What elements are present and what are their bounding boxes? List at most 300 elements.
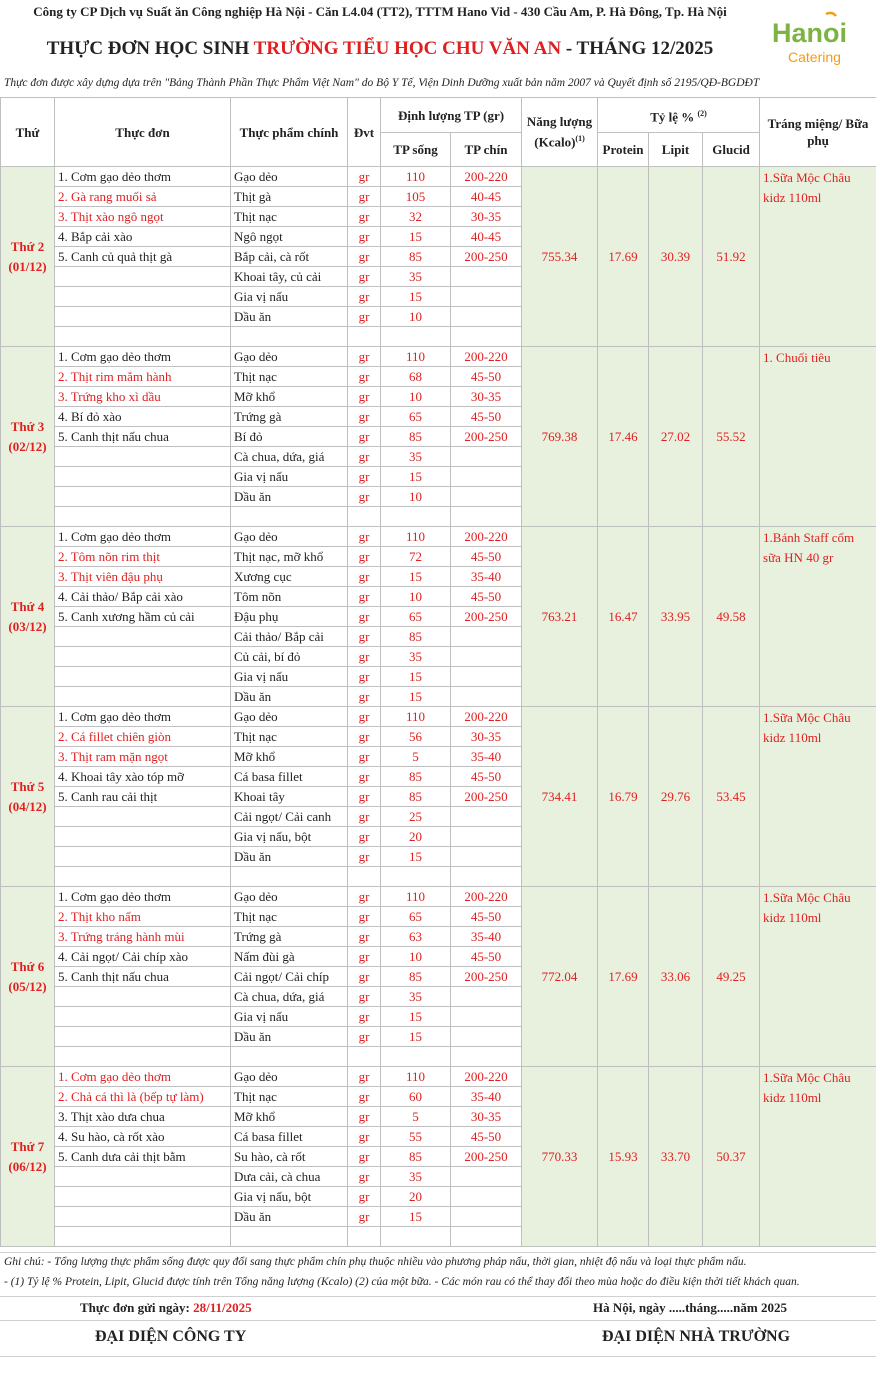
raw-qty-cell: 85 (381, 787, 451, 807)
menu-body (1, 167, 876, 1247)
source-note: Thực đơn được xây dựng dựa trên "Bảng Thành Phần Thực Phẩm Việt Nam" do Bộ Y Tế, Viện Dinh Dưỡng xuất bản năm 2007 và Quyết định số 2195/QĐ-BGDĐT (4, 77, 760, 89)
dish-cell: 3. Thịt ram mặn ngọt (55, 747, 231, 767)
raw-qty-cell: 20 (381, 827, 451, 847)
dish-cell (55, 667, 231, 687)
cooked-qty-cell (451, 447, 522, 467)
dish-cell (55, 827, 231, 847)
page-title (0, 38, 760, 60)
logo-sub-text: Catering (788, 49, 841, 65)
cooked-qty-cell: 45-50 (451, 407, 522, 427)
cooked-qty-cell (451, 287, 522, 307)
cooked-qty-cell: 200-250 (451, 607, 522, 627)
dish-cell: 4. Cải thảo/ Bắp cải xào (55, 587, 231, 607)
day-cell (1, 707, 55, 887)
cooked-qty-cell: 45-50 (451, 587, 522, 607)
dish-cell: 4. Su hào, cà rốt xào (55, 1127, 231, 1147)
cooked-qty-cell (451, 867, 522, 887)
unit-cell: gr (348, 247, 381, 267)
sent-date: 28/11/2025 (193, 1300, 252, 1315)
unit-cell: gr (348, 607, 381, 627)
cooked-qty-cell: 200-220 (451, 527, 522, 547)
cooked-qty-cell: 45-50 (451, 547, 522, 567)
ingredient-cell: Khoai tây (231, 787, 348, 807)
cooked-qty-cell (451, 1207, 522, 1227)
ingredient-cell: Gạo dẻo (231, 167, 348, 187)
unit-cell: gr (348, 1067, 381, 1087)
protein-cell: 17.46 (598, 347, 649, 527)
ingredient-cell: Cà chua, dứa, giá (231, 987, 348, 1007)
protein-cell: 16.79 (598, 707, 649, 887)
raw-qty-cell: 35 (381, 447, 451, 467)
day-date: (04/12) (8, 798, 47, 814)
energy-cell: 763.21 (522, 527, 598, 707)
dish-cell (55, 807, 231, 827)
dish-cell: 2. Tôm nõn rim thịt (55, 547, 231, 567)
protein-cell: 17.69 (598, 887, 649, 1067)
title-part1: THỰC ĐƠN HỌC SINH (46, 38, 254, 59)
cooked-qty-cell: 35-40 (451, 1087, 522, 1107)
protein-cell: 15.93 (598, 1067, 649, 1247)
ingredient-cell: Cải ngọt/ Cải canh (231, 807, 348, 827)
table-row (1, 707, 876, 727)
sent-date-line: Thực đơn gửi ngày: 28/11/2025 (80, 1300, 252, 1315)
day-date: (02/12) (8, 438, 47, 454)
cooked-qty-cell: 200-220 (451, 707, 522, 727)
lipit-cell: 27.02 (649, 347, 703, 527)
cooked-qty-cell: 35-40 (451, 747, 522, 767)
unit-cell: gr (348, 1187, 381, 1207)
raw-qty-cell: 110 (381, 347, 451, 367)
lipit-cell: 33.95 (649, 527, 703, 707)
raw-qty-cell: 55 (381, 1127, 451, 1147)
raw-qty-cell: 10 (381, 587, 451, 607)
cooked-qty-cell: 30-35 (451, 1107, 522, 1127)
dish-cell: 4. Cải ngọt/ Cải chíp xào (55, 947, 231, 967)
day-date: (03/12) (8, 618, 47, 634)
unit-cell: gr (348, 467, 381, 487)
raw-qty-cell: 10 (381, 307, 451, 327)
raw-qty-cell: 65 (381, 607, 451, 627)
raw-qty-cell: 85 (381, 247, 451, 267)
title-school: TRƯỜNG TIỂU HỌC CHU VĂN AN (253, 38, 562, 59)
raw-qty-cell: 15 (381, 687, 451, 707)
col-glucid: Glucid (703, 133, 760, 167)
company-info: Công ty CP Dịch vụ Suất ăn Công nghiệp Hà Nội - Căn L4.04 (TT2), TTTM Hano Vid - 430 Cầu Am, P. Hà Đông, Tp. Hà Nội (33, 4, 727, 19)
hanoi-catering-logo (766, 10, 870, 70)
dish-cell: 1. Cơm gạo dẻo thơm (55, 527, 231, 547)
raw-qty-cell: 65 (381, 407, 451, 427)
dish-cell (55, 1207, 231, 1227)
cooked-qty-cell: 35-40 (451, 567, 522, 587)
ingredient-cell: Cá basa fillet (231, 1127, 348, 1147)
glucid-cell: 49.25 (703, 887, 760, 1067)
ingredient-cell (231, 1047, 348, 1067)
ingredient-cell: Gạo dẻo (231, 887, 348, 907)
table-row (1, 1067, 876, 1087)
place-date: Hà Nội, ngày .....tháng.....năm 2025 (593, 1300, 787, 1315)
unit-cell: gr (348, 807, 381, 827)
cooked-qty-cell: 30-35 (451, 387, 522, 407)
dish-cell: 3. Trứng kho xì dầu (55, 387, 231, 407)
cooked-qty-cell (451, 1027, 522, 1047)
ingredient-cell: Trứng gà (231, 927, 348, 947)
ingredient-cell (231, 867, 348, 887)
unit-cell: gr (348, 727, 381, 747)
unit-cell: gr (348, 447, 381, 467)
unit-cell: gr (348, 827, 381, 847)
dish-cell (55, 1047, 231, 1067)
day-name: Thứ 2 (10, 238, 45, 254)
cooked-qty-cell: 40-45 (451, 187, 522, 207)
day-cell (1, 887, 55, 1067)
divider (0, 1356, 876, 1357)
unit-cell: gr (348, 847, 381, 867)
ingredient-cell: Dầu ăn (231, 307, 348, 327)
unit-cell: gr (348, 707, 381, 727)
table-row (1, 527, 876, 547)
raw-qty-cell: 110 (381, 707, 451, 727)
cooked-qty-cell (451, 267, 522, 287)
raw-qty-cell: 25 (381, 807, 451, 827)
unit-cell: gr (348, 267, 381, 287)
raw-qty-cell: 85 (381, 627, 451, 647)
dish-cell (55, 987, 231, 1007)
raw-qty-cell: 72 (381, 547, 451, 567)
raw-qty-cell: 15 (381, 227, 451, 247)
unit-cell: gr (348, 887, 381, 907)
raw-qty-cell: 15 (381, 1007, 451, 1027)
ingredient-cell: Gia vị nấu, bột (231, 827, 348, 847)
cooked-qty-cell: 45-50 (451, 767, 522, 787)
dish-cell: 3. Thịt xào ngô ngọt (55, 207, 231, 227)
dish-cell (55, 627, 231, 647)
dish-cell (55, 267, 231, 287)
dish-cell (55, 487, 231, 507)
dessert-cell: 1. Chuối tiêu (760, 347, 876, 527)
day-name: Thứ 7 (10, 1138, 45, 1154)
dessert-cell: 1.Sữa Mộc Châu kidz 110ml (760, 707, 876, 887)
ingredient-cell: Gia vị nấu (231, 287, 348, 307)
dish-cell: 5. Canh rau cải thịt (55, 787, 231, 807)
unit-cell: gr (348, 427, 381, 447)
unit-cell: gr (348, 1007, 381, 1027)
unit-cell: gr (348, 367, 381, 387)
dish-cell: 3. Trứng tráng hành mùi (55, 927, 231, 947)
raw-qty-cell: 32 (381, 207, 451, 227)
cooked-qty-cell (451, 1167, 522, 1187)
unit-cell: gr (348, 547, 381, 567)
ingredient-cell: Dầu ăn (231, 847, 348, 867)
unit-cell: gr (348, 1207, 381, 1227)
col-energy: Năng lượng (Kcalo)$^{(1)}$ (522, 98, 598, 167)
ingredient-cell: Gạo dẻo (231, 707, 348, 727)
dish-cell: 4. Khoai tây xào tóp mỡ (55, 767, 231, 787)
raw-qty-cell: 63 (381, 927, 451, 947)
unit-cell: gr (348, 407, 381, 427)
col-cooked: TP chín (451, 133, 522, 167)
cooked-qty-cell (451, 1227, 522, 1247)
raw-qty-cell: 68 (381, 367, 451, 387)
raw-qty-cell: 110 (381, 1067, 451, 1087)
dish-cell (55, 327, 231, 347)
dish-cell: 5. Canh thịt nấu chua (55, 967, 231, 987)
cooked-qty-cell: 200-250 (451, 427, 522, 447)
unit-cell: gr (348, 987, 381, 1007)
signature-school: ĐẠI DIỆN NHÀ TRƯỜNG (602, 1328, 791, 1345)
ingredient-cell: Bí đỏ (231, 427, 348, 447)
unit-cell: gr (348, 927, 381, 947)
raw-qty-cell: 15 (381, 667, 451, 687)
ingredient-cell: Thịt nạc (231, 1087, 348, 1107)
ingredient-cell: Tôm nõn (231, 587, 348, 607)
energy-cell: 755.34 (522, 167, 598, 347)
raw-qty-cell: 15 (381, 287, 451, 307)
ingredient-cell: Thịt nạc (231, 367, 348, 387)
unit-cell: gr (348, 587, 381, 607)
raw-qty-cell: 15 (381, 467, 451, 487)
dish-cell (55, 307, 231, 327)
col-lipit: Lipit (649, 133, 703, 167)
dish-cell (55, 507, 231, 527)
unit-cell: gr (348, 627, 381, 647)
unit-cell (348, 1227, 381, 1247)
dessert-cell: 1.Sữa Mộc Châu kidz 110ml (760, 167, 876, 347)
dish-cell (55, 867, 231, 887)
energy-cell: 770.33 (522, 1067, 598, 1247)
cooked-qty-cell (451, 667, 522, 687)
raw-qty-cell: 110 (381, 527, 451, 547)
raw-qty-cell (381, 1047, 451, 1067)
unit-cell: gr (348, 527, 381, 547)
col-quantity: Định lượng TP (gr) (381, 98, 522, 133)
unit-cell: gr (348, 347, 381, 367)
raw-qty-cell: 15 (381, 567, 451, 587)
raw-qty-cell: 56 (381, 727, 451, 747)
dish-cell: 1. Cơm gạo dẻo thơm (55, 887, 231, 907)
table-row (1, 167, 876, 187)
cooked-qty-cell: 200-250 (451, 1147, 522, 1167)
unit-cell: gr (348, 667, 381, 687)
raw-qty-cell: 15 (381, 847, 451, 867)
cooked-qty-cell (451, 1047, 522, 1067)
unit-cell: gr (348, 227, 381, 247)
logo-swoosh (826, 13, 836, 16)
unit-cell (348, 507, 381, 527)
ingredient-cell: Mỡ khổ (231, 1107, 348, 1127)
ingredient-cell (231, 507, 348, 527)
divider (0, 1320, 876, 1321)
col-protein: Protein (598, 133, 649, 167)
table-row (1, 887, 876, 907)
dish-cell (55, 1027, 231, 1047)
ingredient-cell: Thịt nạc (231, 727, 348, 747)
logo-main-text: Hanoi (772, 18, 848, 48)
cooked-qty-cell: 200-220 (451, 167, 522, 187)
raw-qty-cell: 60 (381, 1087, 451, 1107)
unit-cell (348, 327, 381, 347)
cooked-qty-cell: 45-50 (451, 1127, 522, 1147)
unit-cell: gr (348, 1107, 381, 1127)
col-dessert: Tráng miệng/ Bữa phụ (760, 98, 876, 167)
cooked-qty-cell (451, 1187, 522, 1207)
ingredient-cell: Thịt nạc (231, 207, 348, 227)
dish-cell: 5. Canh thịt nấu chua (55, 427, 231, 447)
unit-cell: gr (348, 947, 381, 967)
raw-qty-cell: 35 (381, 987, 451, 1007)
dish-cell (55, 1187, 231, 1207)
ingredient-cell: Gia vị nấu, bột (231, 1187, 348, 1207)
unit-cell: gr (348, 187, 381, 207)
dish-cell (55, 1227, 231, 1247)
dish-cell (55, 287, 231, 307)
cooked-qty-cell: 40-45 (451, 227, 522, 247)
lipit-cell: 30.39 (649, 167, 703, 347)
unit-cell: gr (348, 907, 381, 927)
ingredient-cell: Khoai tây, củ cải (231, 267, 348, 287)
ingredient-cell: Gia vị nấu (231, 467, 348, 487)
table-row (1, 347, 876, 367)
ingredient-cell: Dầu ăn (231, 487, 348, 507)
protein-cell: 17.69 (598, 167, 649, 347)
divider (0, 1252, 876, 1253)
glucid-cell: 51.92 (703, 167, 760, 347)
day-cell (1, 527, 55, 707)
dish-cell (55, 847, 231, 867)
dessert-cell: 1.Sữa Mộc Châu kidz 110ml (760, 1067, 876, 1247)
cooked-qty-cell: 35-40 (451, 927, 522, 947)
dish-cell (55, 1007, 231, 1027)
ingredient-cell: Thịt nạc (231, 907, 348, 927)
cooked-qty-cell (451, 807, 522, 827)
dish-cell (55, 467, 231, 487)
glucid-cell: 53.45 (703, 707, 760, 887)
ingredient-cell (231, 327, 348, 347)
ingredient-cell: Gạo dẻo (231, 347, 348, 367)
cooked-qty-cell (451, 467, 522, 487)
ingredient-cell: Cải thảo/ Bắp cải (231, 627, 348, 647)
ingredient-cell: Đậu phụ (231, 607, 348, 627)
ingredient-cell (231, 1227, 348, 1247)
col-day: Thứ (1, 98, 55, 167)
unit-cell: gr (348, 1027, 381, 1047)
raw-qty-cell: 105 (381, 187, 451, 207)
raw-qty-cell: 110 (381, 887, 451, 907)
unit-cell: gr (348, 287, 381, 307)
ingredient-cell: Gia vị nấu (231, 1007, 348, 1027)
ingredient-cell: Thịt nạc, mỡ khổ (231, 547, 348, 567)
dessert-cell: 1.Sữa Mộc Châu kidz 110ml (760, 887, 876, 1067)
ingredient-cell: Gạo dẻo (231, 1067, 348, 1087)
cooked-qty-cell: 200-220 (451, 1067, 522, 1087)
protein-cell: 16.47 (598, 527, 649, 707)
unit-cell (348, 867, 381, 887)
day-date: (01/12) (8, 258, 47, 274)
footnote-1: Ghi chú: - Tổng lượng thực phẩm sống được quy đổi sang thực phẩm chín phụ thuộc nhiều vào phương pháp nấu, thời gian, nhiệt độ nấu và loại thực phẩm nấu. (4, 1256, 747, 1268)
unit-cell: gr (348, 647, 381, 667)
unit-cell: gr (348, 687, 381, 707)
cooked-qty-cell: 30-35 (451, 207, 522, 227)
dish-cell: 3. Thịt viên đậu phụ (55, 567, 231, 587)
dish-cell: 1. Cơm gạo dẻo thơm (55, 347, 231, 367)
raw-qty-cell: 5 (381, 747, 451, 767)
energy-cell: 769.38 (522, 347, 598, 527)
day-name: Thứ 4 (10, 598, 45, 614)
cooked-qty-cell: 200-220 (451, 347, 522, 367)
cooked-qty-cell (451, 987, 522, 1007)
unit-cell: gr (348, 787, 381, 807)
unit-cell: gr (348, 967, 381, 987)
ingredient-cell: Nấm đùi gà (231, 947, 348, 967)
dish-cell: 4. Bắp cải xào (55, 227, 231, 247)
dish-cell (55, 687, 231, 707)
ingredient-cell: Cà chua, dứa, giá (231, 447, 348, 467)
unit-cell: gr (348, 487, 381, 507)
raw-qty-cell: 35 (381, 1167, 451, 1187)
ingredient-cell: Trứng gà (231, 407, 348, 427)
dish-cell: 4. Bí đỏ xào (55, 407, 231, 427)
raw-qty-cell: 85 (381, 1147, 451, 1167)
unit-cell: gr (348, 167, 381, 187)
raw-qty-cell: 15 (381, 1027, 451, 1047)
cooked-qty-cell (451, 1007, 522, 1027)
dish-cell: 5. Canh củ quả thịt gà (55, 247, 231, 267)
dish-cell: 2. Thịt rim mắm hành (55, 367, 231, 387)
raw-qty-cell: 10 (381, 947, 451, 967)
energy-cell: 772.04 (522, 887, 598, 1067)
day-cell (1, 347, 55, 527)
dish-cell: 2. Gà rang muối sả (55, 187, 231, 207)
raw-qty-cell: 35 (381, 267, 451, 287)
dish-cell: 2. Chả cá thì là (bếp tự làm) (55, 1087, 231, 1107)
dish-cell (55, 447, 231, 467)
ingredient-cell: Mỡ khổ (231, 747, 348, 767)
ingredient-cell: Dầu ăn (231, 1207, 348, 1227)
dish-cell: 2. Cá fillet chiên giòn (55, 727, 231, 747)
footnote-2: - (1) Tỷ lệ % Protein, Lipit, Glucid được tính trên Tổng năng lượng (Kcalo) (2) của một bữa. - Các món rau có thể thay đổi theo mùa hoặc do điều kiện thời tiết khách quan. (4, 1276, 800, 1288)
ingredient-cell: Xương cục (231, 567, 348, 587)
cooked-qty-cell (451, 847, 522, 867)
raw-qty-cell (381, 327, 451, 347)
dish-cell: 1. Cơm gạo dẻo thơm (55, 1067, 231, 1087)
unit-cell: gr (348, 307, 381, 327)
cooked-qty-cell: 30-35 (451, 727, 522, 747)
cooked-qty-cell: 45-50 (451, 947, 522, 967)
ingredient-cell: Cá basa fillet (231, 767, 348, 787)
cooked-qty-cell (451, 487, 522, 507)
unit-cell: gr (348, 207, 381, 227)
cooked-qty-cell (451, 647, 522, 667)
col-raw: TP sống (381, 133, 451, 167)
raw-qty-cell: 65 (381, 907, 451, 927)
day-cell (1, 1067, 55, 1247)
dish-cell: 1. Cơm gạo dẻo thơm (55, 167, 231, 187)
glucid-cell: 49.58 (703, 527, 760, 707)
day-name: Thứ 5 (10, 778, 45, 794)
dish-cell (55, 647, 231, 667)
dish-cell: 5. Canh dưa cải thịt bằm (55, 1147, 231, 1167)
ingredient-cell: Bắp cải, cà rốt (231, 247, 348, 267)
col-ingredient: Thực phẩm chính (231, 98, 348, 167)
cooked-qty-cell (451, 627, 522, 647)
raw-qty-cell: 20 (381, 1187, 451, 1207)
dessert-cell: 1.Bánh Staff cốm sữa HN 40 gr (760, 527, 876, 707)
ingredient-cell: Gạo dẻo (231, 527, 348, 547)
glucid-cell: 50.37 (703, 1067, 760, 1247)
lipit-cell: 29.76 (649, 707, 703, 887)
cooked-qty-cell (451, 827, 522, 847)
cooked-qty-cell: 45-50 (451, 367, 522, 387)
title-part2: - THÁNG 12/2025 (561, 38, 714, 59)
